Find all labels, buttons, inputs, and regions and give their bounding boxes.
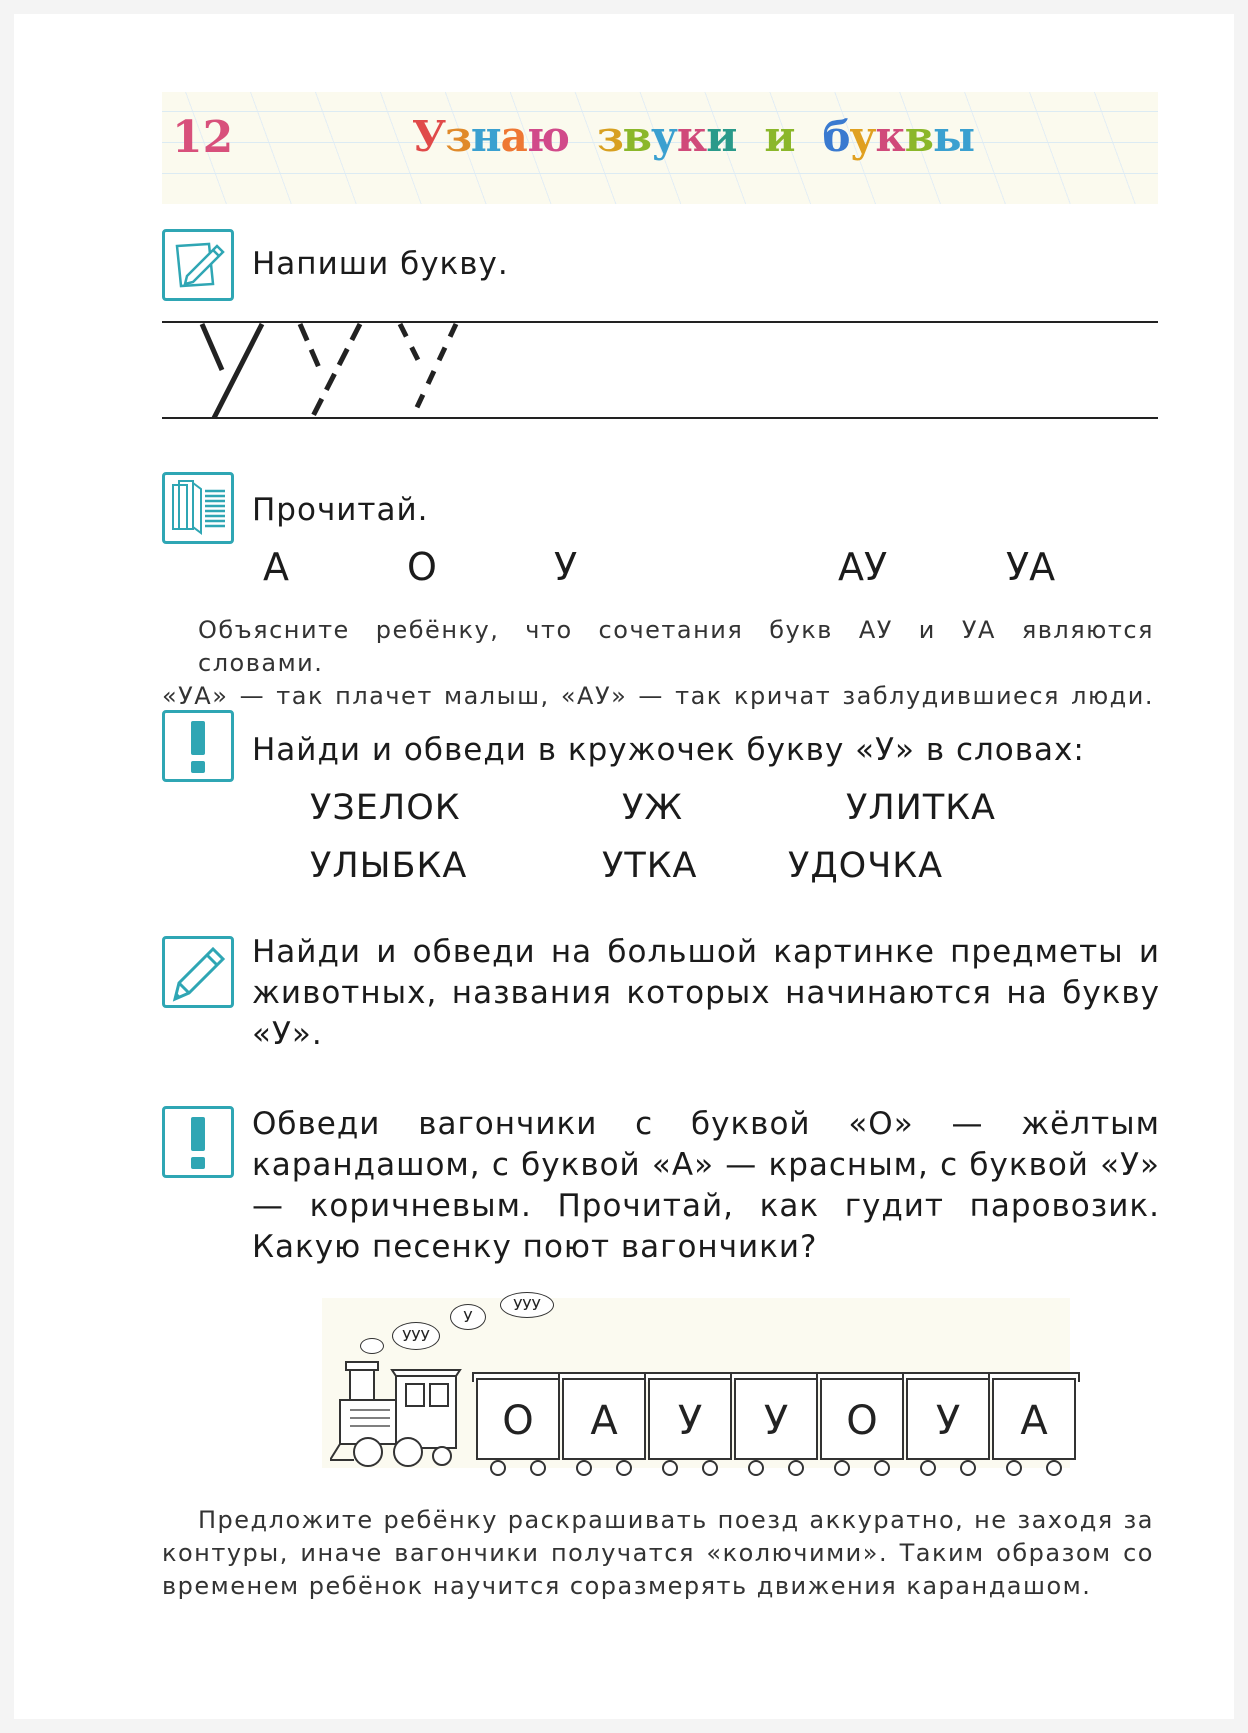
task-color-wagons: Обведи вагончики с буквой «О» — жёлтым карандашом, с буквой «А» — красным, с буквой «У» — коричневым. Прочитай, как гудит паровозик. Какую песенку поют вагончики? bbox=[252, 1106, 1160, 1265]
task-write-letter: Напиши букву. bbox=[252, 246, 509, 282]
title-letter: з bbox=[596, 112, 623, 161]
title-word bbox=[764, 112, 794, 161]
title-word bbox=[823, 112, 975, 161]
title-letter: и bbox=[706, 112, 737, 161]
wagon-wheel bbox=[960, 1460, 976, 1476]
title-word bbox=[412, 112, 569, 161]
wagon-wheel bbox=[576, 1460, 592, 1476]
page-number: 12 bbox=[172, 112, 234, 163]
title-letter: б bbox=[822, 112, 850, 161]
exclamation-icon bbox=[162, 710, 234, 782]
smoke-bubble: УУУ bbox=[392, 1322, 440, 1350]
wagon-letter: А bbox=[590, 1398, 618, 1444]
title-letter: к bbox=[875, 112, 905, 161]
title-letter: ы bbox=[932, 112, 975, 161]
wagon-letter: А bbox=[1020, 1398, 1048, 1444]
wagon-wheel bbox=[748, 1460, 764, 1476]
pencil-icon bbox=[162, 936, 234, 1008]
word-item: УЛИТКА bbox=[846, 788, 996, 828]
wagon-wheel bbox=[874, 1460, 890, 1476]
wagon-wheel bbox=[788, 1460, 804, 1476]
word-item: УТКА bbox=[602, 846, 698, 886]
wagon-wheel bbox=[920, 1460, 936, 1476]
wagon-wheel bbox=[702, 1460, 718, 1476]
smoke-bubble: У bbox=[450, 1304, 486, 1330]
title-word bbox=[597, 112, 736, 161]
title-letter: ю bbox=[526, 112, 569, 161]
letter-a: А bbox=[263, 545, 289, 589]
wagon-letter: У bbox=[763, 1398, 789, 1444]
pencil-paper-icon bbox=[162, 229, 234, 301]
task-read: Прочитай. bbox=[252, 492, 429, 528]
title-letter: У bbox=[412, 112, 446, 161]
title-letter: у bbox=[849, 112, 876, 161]
word-item: УЖ bbox=[622, 788, 684, 828]
letter-o: О bbox=[407, 545, 437, 589]
word-item: УДОЧКА bbox=[788, 846, 944, 886]
wagon-wheel bbox=[834, 1460, 850, 1476]
page-title bbox=[412, 112, 974, 161]
note-line: Объясните ребёнку, что сочетания букв АУ и УА являются словами. bbox=[198, 616, 1154, 677]
parent-note-2 bbox=[162, 1504, 1154, 1603]
title-letter: н bbox=[470, 112, 501, 161]
note-line: Предложите ребёнку раскрашивать поезд аккуратно, не заходя за bbox=[198, 1506, 1154, 1534]
note-line: временем ребёнок научится соразмерять движения карандашом. bbox=[162, 1572, 1092, 1600]
word-item: УЗЕЛОК bbox=[310, 788, 461, 828]
word-ua: УА bbox=[1006, 545, 1056, 589]
title-letter: и bbox=[764, 112, 795, 161]
title-letter: к bbox=[676, 112, 707, 161]
open-book-icon bbox=[162, 472, 234, 544]
wagon-wheel bbox=[662, 1460, 678, 1476]
parent-note-1 bbox=[162, 614, 1154, 713]
wagon-wheel bbox=[490, 1460, 506, 1476]
exclamation-icon bbox=[162, 1106, 234, 1178]
title-letter: у bbox=[650, 112, 677, 161]
wagon-wheel bbox=[1006, 1460, 1022, 1476]
note-line: «УА» — так плачет малыш, «АУ» — так кричат заблудившиеся люди. bbox=[162, 682, 1154, 710]
title-letter: з bbox=[445, 112, 471, 161]
wagon-wheel bbox=[616, 1460, 632, 1476]
smoke-bubble: УУУ bbox=[500, 1292, 554, 1318]
letter-u: У bbox=[554, 545, 578, 589]
task-find-letter: Найди и обведи в кружочек букву «У» в словах: bbox=[252, 732, 1085, 768]
title-letter: в bbox=[904, 112, 933, 161]
smoke-puff bbox=[360, 1338, 384, 1354]
task-find-picture: Найди и обведи на большой картинке предметы и животных, названия которых начинаются на букву «У». bbox=[252, 934, 1160, 1052]
wagon-letter: У bbox=[677, 1398, 703, 1444]
wagon-letter: О bbox=[846, 1398, 878, 1444]
title-letter: а bbox=[500, 112, 527, 161]
note-line: контуры, иначе вагончики получатся «колючими». Таким образом со bbox=[162, 1539, 1154, 1567]
title-letter: в bbox=[622, 112, 651, 161]
wagon-wheel bbox=[530, 1460, 546, 1476]
wagon-letter: У bbox=[935, 1398, 961, 1444]
word-item: УЛЫБКА bbox=[310, 846, 468, 886]
word-au: АУ bbox=[838, 545, 888, 589]
wagon-letter: О bbox=[502, 1398, 534, 1444]
handwriting-lines bbox=[162, 320, 1158, 420]
wagon-wheel bbox=[1046, 1460, 1062, 1476]
